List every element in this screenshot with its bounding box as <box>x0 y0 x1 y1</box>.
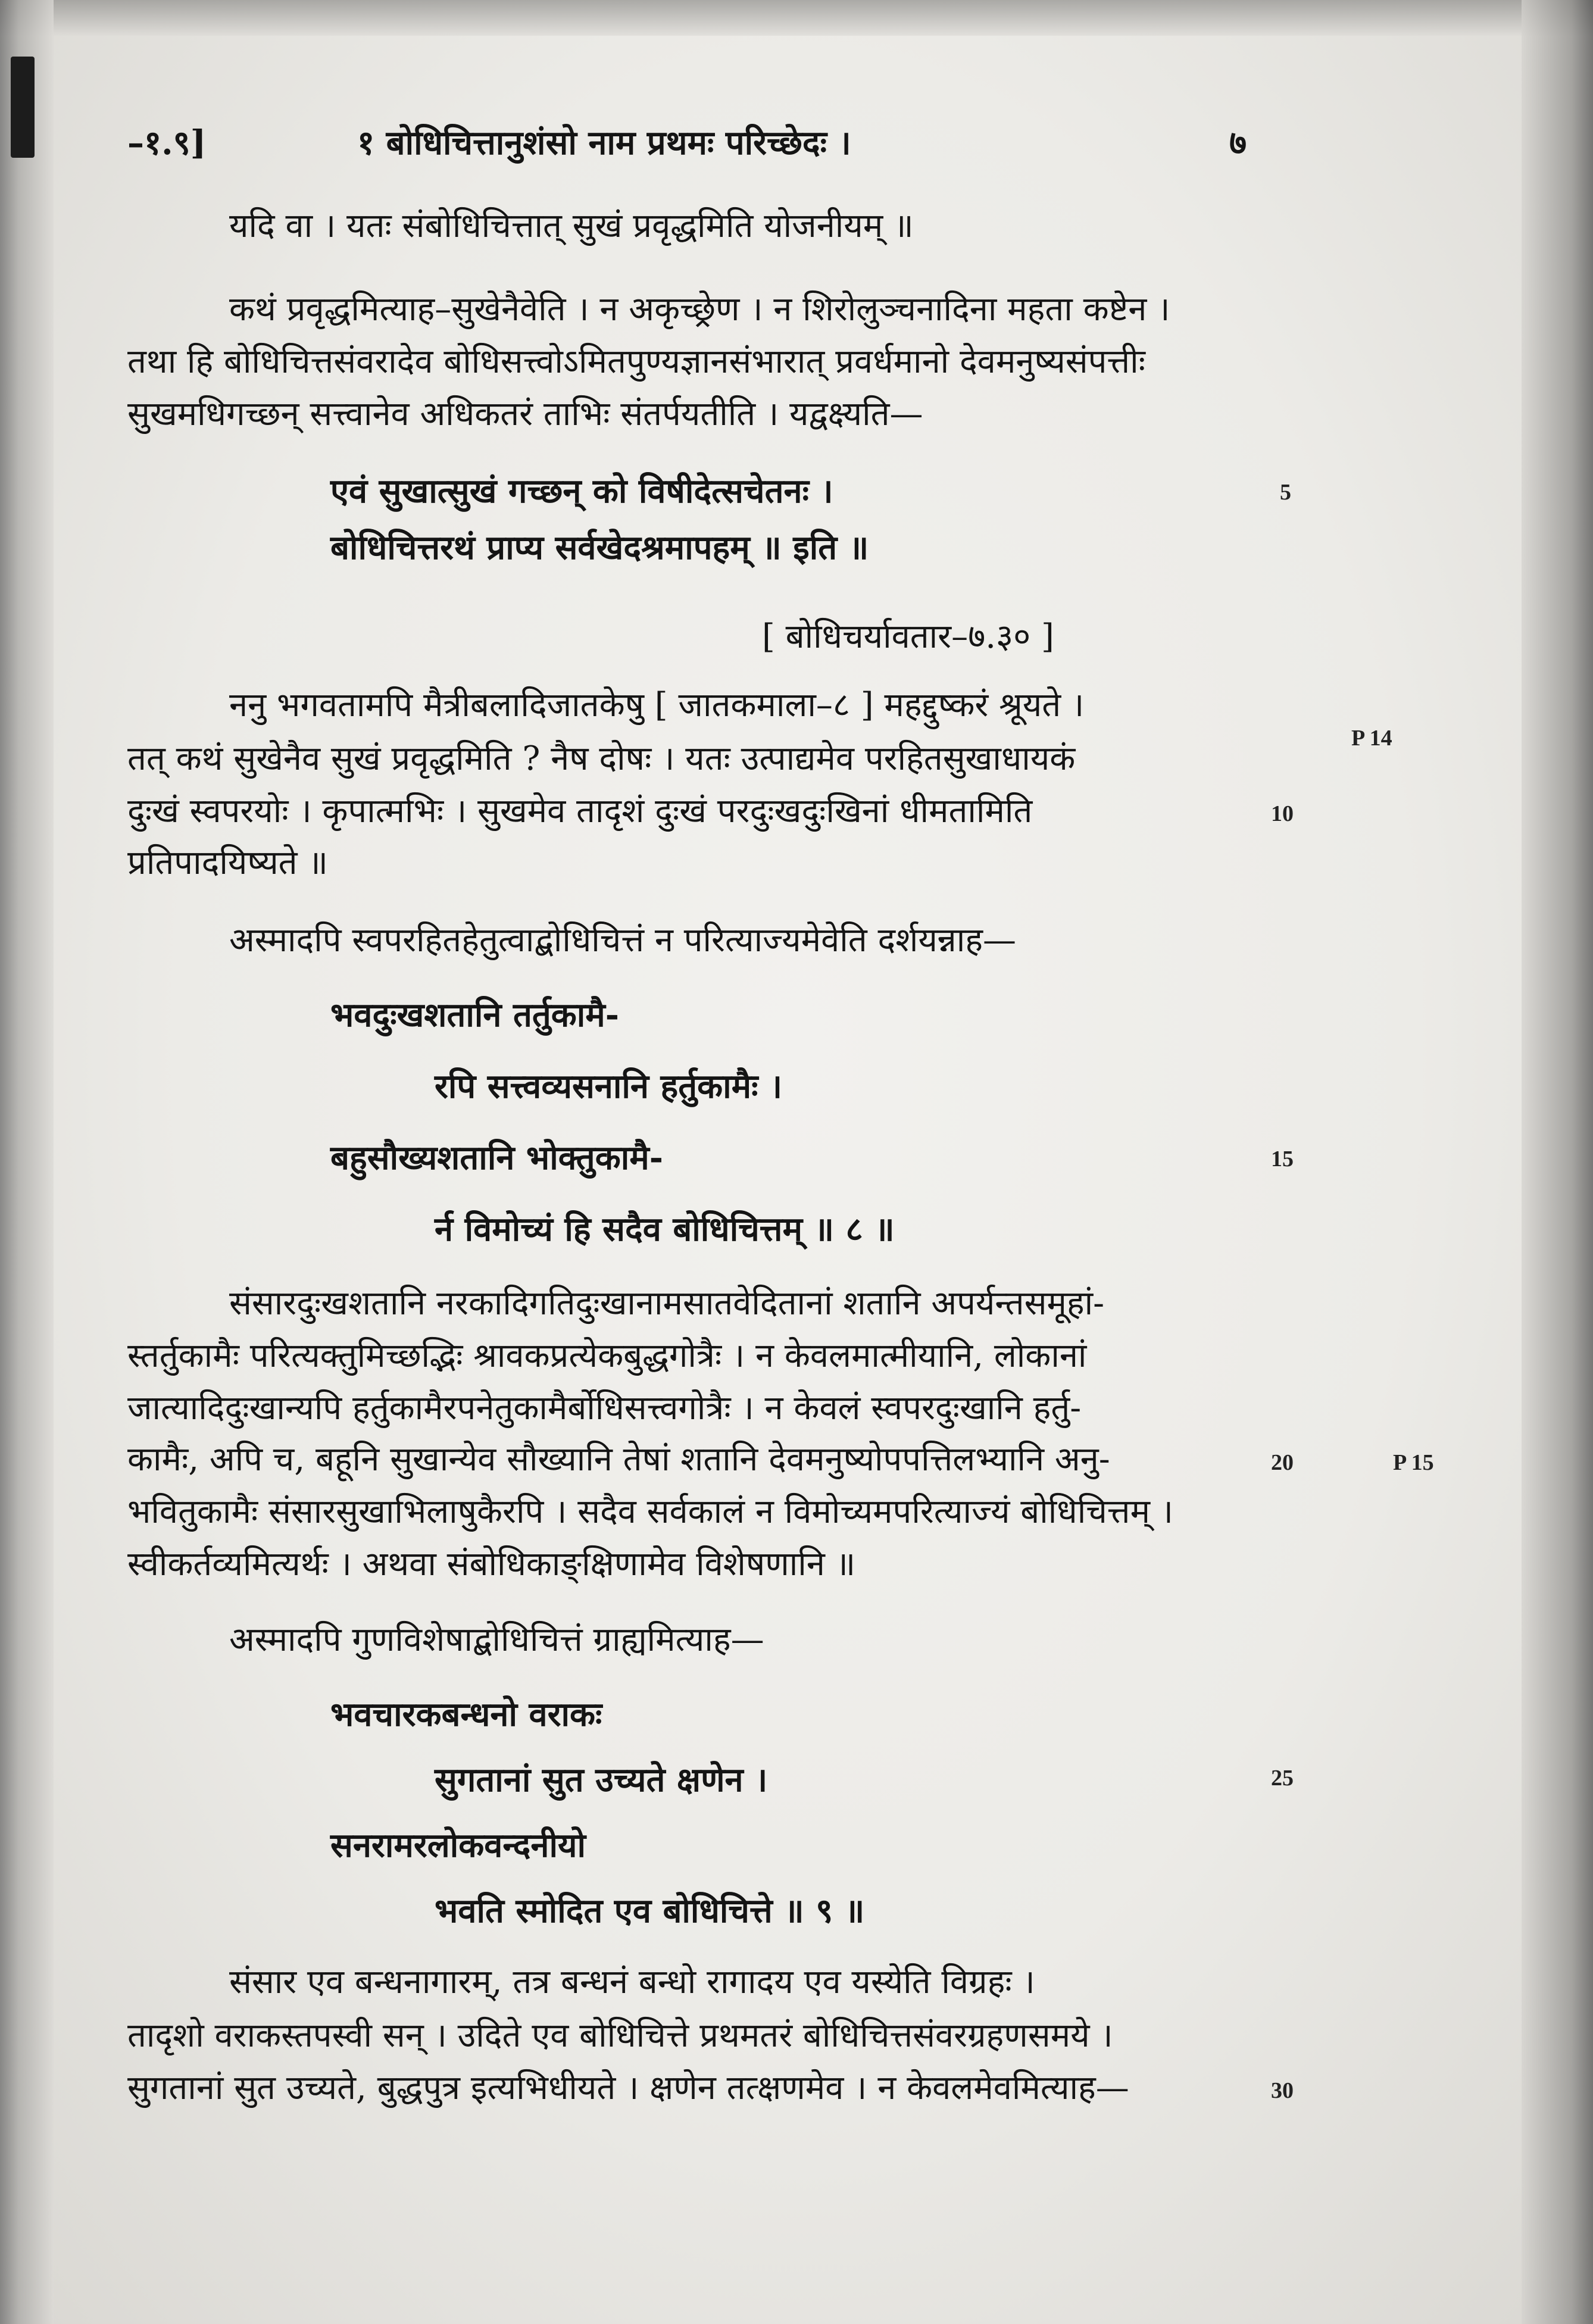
text-line: प्रतिपादयिष्यते ॥ <box>127 844 328 882</box>
page-reference: P 15 <box>1393 1450 1434 1475</box>
text-line: कामैः, अपि च, बहूनि सुखान्येव सौख्यानि तेषां शतानि देवमनुष्योपपत्तिलभ्यानि अनु- <box>127 1440 1110 1479</box>
text-line: कथं प्रवृद्धमित्याह–सुखेनैवेति । न अकृच्छ्रेण । न शिरोलुञ्चनादिना महता कष्टेन । <box>229 290 1170 329</box>
verse-line: सुगतानां सुत उच्यते क्षणेन । <box>435 1760 768 1800</box>
verse-line: एवं सुखात्सुखं गच्छन् को विषीदेत्सचेतनः । <box>330 471 833 511</box>
verse-line: र्न विमोच्यं हि सदैव बोधिचित्तम् ॥ ८ ॥ <box>435 1210 895 1249</box>
chapter-title: १ बोधिचित्तानुशंसो नाम प्रथमः परिच्छेदः । <box>357 123 851 163</box>
text-line: ननु भगवतामपि मैत्रीबलादिजातकेषु [ जातकमाला–८ ] महद्दुष्करं श्रूयते । <box>229 686 1085 724</box>
text-line: जात्यादिदुःखान्यपि हर्तुकामैरपनेतुकामैर्बोधिसत्त्वगोत्रैः । न केवलं स्वपरदुःखानि हर्तु- <box>127 1389 1082 1427</box>
line-number: 5 <box>1280 480 1291 505</box>
line-number: 30 <box>1271 2078 1294 2103</box>
citation: [ बोधिचर्यावतार–७.३० ] <box>762 617 1054 656</box>
binding-mark <box>11 57 35 158</box>
verse-line: बहुसौख्यशतानि भोक्तुकामै- <box>330 1138 663 1177</box>
verse-line: भवदुःखशतानि तर्तुकामै- <box>330 995 620 1035</box>
text-line: स्तर्तुकामैः परित्यक्तुमिच्छद्भिः श्रावकप्रत्येकबुद्धगोत्रैः । न केवलमात्मीयानि, लोकानां <box>127 1336 1087 1375</box>
page-right-shadow <box>1522 0 1593 2324</box>
verse-line: भवचारकबन्धनो वराकः <box>330 1695 602 1734</box>
text-line: यदि वा । यतः संबोधिचित्तात् सुखं प्रवृद्धमिति योजनीयम् ॥ <box>229 207 914 245</box>
line-number: 15 <box>1271 1147 1294 1172</box>
text-line: सुखमधिगच्छन् सत्त्वानेव अधिकतरं ताभिः संतर्पयतीति । यद्वक्ष्यति— <box>127 395 923 433</box>
text-line: स्वीकर्तव्यमित्यर्थः । अथवा संबोधिकाङ्क्षिणामेव विशेषणानि ॥ <box>127 1545 856 1583</box>
text-line: तादृशो वराकस्तपस्वी सन् । उदिते एव बोधिचित्ते प्रथमतरं बोधिचित्तसंवरग्रहणसमये । <box>127 2016 1113 2055</box>
line-number: 10 <box>1271 801 1294 826</box>
text-line: तथा हि बोधिचित्तसंवरादेव बोधिसत्त्वोऽमितपुण्यज्ञानसंभारात् प्रवर्धमानो देवमनुष्यसंपत्तीः <box>127 342 1145 381</box>
text-line: संसारदुःखशतानि नरकादिगतिदुःखानामसातवेदितानां शतानि अपर्यन्तसमूहां- <box>229 1284 1105 1323</box>
text-line: भवितुकामैः संसारसुखाभिलाषुकैरपि । सदैव सर्वकालं न विमोच्यमपरित्याज्यं बोधिचित्तम् । <box>127 1492 1173 1531</box>
verse-line: रपि सत्त्वव्यसनानि हर्तुकामैः । <box>435 1067 783 1106</box>
page-top-shadow <box>0 0 1593 36</box>
text-line: तत् कथं सुखेनैव सुखं प्रवृद्धमिति ? नैष दोषः । यतः उत्पाद्यमेव परहितसुखाधायकं <box>127 739 1076 778</box>
verse-line: बोधिचित्तरथं प्राप्य सर्वखेदश्रमापहम् ॥ इति ॥ <box>330 528 869 567</box>
verse-line: सनरामरलोकवन्दनीयो <box>330 1826 586 1865</box>
verse-line: भवति स्मोदित एव बोधिचित्ते ॥ ९ ॥ <box>435 1891 865 1931</box>
page-reference: P 14 <box>1351 726 1392 751</box>
page-left-shadow <box>0 0 54 2324</box>
line-number: 20 <box>1271 1450 1294 1475</box>
section-reference: –१.९] <box>127 123 207 163</box>
text-line: दुःखं स्वपरयोः । कृपात्मभिः । सुखमेव तादृशं दुःखं परदुःखदुःखिनां धीमतामिति <box>127 792 1033 830</box>
text-line: अस्मादपि गुणविशेषाद्बोधिचित्तं ग्राह्यमित्याह— <box>229 1620 764 1659</box>
text-line: सुगतानां सुत उच्यते, बुद्धपुत्र इत्यभिधीयते । क्षणेन तत्क्षणमेव । न केवलमेवमित्याह— <box>127 2069 1129 2107</box>
page-number: ७ <box>1229 123 1247 163</box>
text-line: अस्मादपि स्वपरहितहेतुत्वाद्बोधिचित्तं न परित्याज्यमेवेति दर्शयन्नाह— <box>229 921 1016 960</box>
text-line: संसार एव बन्धनागारम्, तत्र बन्धनं बन्धो रागादय एव यस्येति विग्रहः । <box>229 1963 1035 2001</box>
line-number: 25 <box>1271 1766 1294 1791</box>
